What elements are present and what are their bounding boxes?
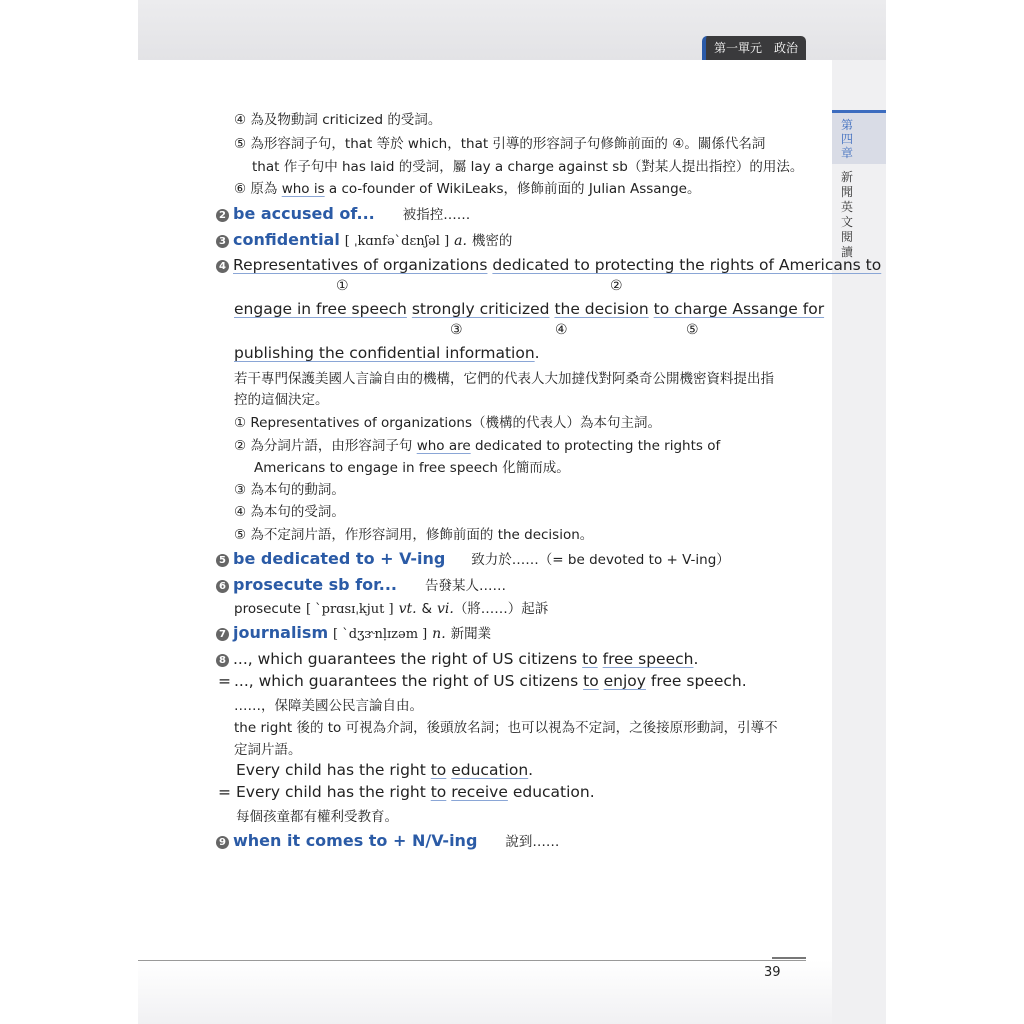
equivalent-marker: = [218, 783, 231, 801]
vocab-meaning: 被指控…… [402, 207, 471, 223]
note-item: ⑤ 為形容詞子句，that 等於 which，that 引導的形容詞子句修飾前面的 ④。關係代名詞 [234, 136, 766, 152]
note-item: ⑥ 原為 who is a co-founder of WikiLeaks，修飾前面的 Julian Assange。 [234, 181, 701, 197]
chapter-mark: 第四章 [840, 118, 853, 160]
phonetic: [ ˋprɑsɪˌkjut ] [305, 602, 394, 617]
footer-rule [138, 960, 806, 961]
segment-marker: ④ [555, 322, 568, 338]
circled-number: ① [234, 415, 247, 431]
vocab-meaning: 致力於……（= be devoted to + V-ing） [471, 552, 730, 568]
unit-tab: 第一單元 政治 [702, 36, 806, 60]
circled-number: ⑤ [234, 527, 247, 543]
vocab-meaning: 新聞業 [450, 626, 492, 642]
sentence-segment: to charge Assange for [653, 300, 825, 318]
phonetic: [ ˋdʒɝnḷɪzəm ] [333, 627, 428, 642]
part-of-speech: n. [432, 626, 446, 642]
circled-number: ④ [234, 112, 247, 128]
vocab-entry [216, 574, 506, 594]
example-sentence: Every child has the right to receive education. [236, 783, 595, 801]
part-of-speech: vt. [398, 601, 417, 617]
vocab-term: be dedicated to + V-ing [233, 549, 446, 568]
note-item: ① Representatives of organizations（機構的代表人）為本句主詞。 [234, 415, 662, 431]
entry-number-badge: 6 [216, 580, 229, 593]
vocab-entry [216, 229, 512, 249]
translation: 若干專門保護美國人言論自由的機構，它們的代表人大加撻伐對阿桑奇公開機密資料提出指 [234, 371, 774, 387]
vocab-term: when it comes to + N/V-ing [233, 831, 478, 850]
segment-marker: ② [610, 278, 623, 294]
translation: 控的這個決定。 [234, 392, 329, 408]
note-item: ④ 為及物動詞 criticized 的受詞。 [234, 112, 442, 128]
vocab-meaning: 說到…… [505, 834, 560, 850]
entry-number-badge: 9 [216, 836, 229, 849]
note-item: ④ 為本句的受詞。 [234, 504, 345, 520]
part-of-speech: a. [454, 233, 467, 249]
sentence-line [234, 300, 824, 318]
vocab-term: prosecute sb for... [233, 575, 397, 594]
chapter-title: 新聞英文閱讀 [840, 170, 853, 259]
segment-marker: ⑤ [686, 322, 699, 338]
circled-number: ② [234, 438, 247, 454]
vocab-entry [216, 622, 491, 642]
vocab-entry [216, 548, 730, 568]
sentence-line: ..., which guarantees the right of US citizens to enjoy free speech. [234, 672, 747, 690]
translation: 每個孩童都有權利受教育。 [236, 809, 398, 825]
page-number: 39 [764, 965, 781, 980]
circled-number: ④ [234, 504, 247, 520]
example-sentence: Every child has the right to education. [236, 761, 534, 779]
sentence-segment: the decision [554, 300, 649, 318]
sentence-line: publishing the confidential information. [234, 344, 540, 362]
segment-marker: ③ [450, 322, 463, 338]
circled-number: ⑥ [234, 181, 247, 197]
circled-number: ⑤ [234, 136, 247, 152]
segment-marker: ① [336, 278, 349, 294]
entry-number-badge: 2 [216, 209, 229, 222]
note-continuation: Americans to engage in free speech 化簡而成。 [254, 460, 570, 476]
entry-number-badge: 3 [216, 235, 229, 248]
sentence-analysis [216, 256, 881, 274]
sentence-analysis: 8 ..., which guarantees the right of US citizens to free speech. [216, 650, 698, 668]
vocab-meaning: 機密的 [471, 233, 513, 249]
sentence-segment: engage in free speech [234, 300, 407, 318]
sentence-segment: strongly criticized [411, 300, 550, 318]
entry-number-badge: 8 [216, 654, 229, 667]
circled-number: ③ [234, 482, 247, 498]
note-text: 定詞片語。 [234, 742, 302, 758]
note-item: ② 為分詞片語，由形容詞子句 who are dedicated to protecting the rights of [234, 438, 721, 454]
note-continuation: that 作子句中 has laid 的受詞，屬 lay a charge against sb（對某人提出指控）的用法。 [252, 159, 804, 175]
footer-accent [772, 957, 806, 959]
vocab-term: be accused of... [233, 204, 375, 223]
vocab-term: journalism [233, 623, 329, 642]
vocab-meaning: （將……）起訴 [453, 601, 549, 617]
vocab-entry [216, 830, 559, 850]
note-text: the right 後的 to 可視為介詞，後頭放名詞；也可以視為不定詞，之後接原形動詞，引導不 [234, 720, 778, 736]
sentence-segment: Representatives of organizations [233, 256, 488, 274]
translation: ……，保障美國公民言論自由。 [234, 698, 423, 714]
phonetic: [ ˌkɑnfəˋdɛnʃəl ] [344, 234, 450, 249]
sentence-segment: publishing the confidential information [234, 344, 535, 362]
equivalent-marker: = [218, 672, 231, 690]
note-item: ⑤ 為不定詞片語，作形容詞用，修飾前面的 the decision。 [234, 527, 594, 543]
note-item: ③ 為本句的動詞。 [234, 482, 345, 498]
entry-number-badge: 7 [216, 628, 229, 641]
vocab-detail: prosecute [ ˋprɑsɪˌkjut ] vt. & vi.（將……）起訴 [234, 601, 549, 617]
vocab-entry [216, 203, 470, 223]
entry-number-badge: 4 [216, 260, 229, 273]
part-of-speech: vi. [436, 601, 454, 617]
vocab-term: confidential [233, 230, 340, 249]
vocab-meaning: 告發某人…… [425, 578, 506, 594]
sentence-segment: dedicated to protecting the rights of Americans to [492, 256, 882, 274]
entry-number-badge: 5 [216, 554, 229, 567]
